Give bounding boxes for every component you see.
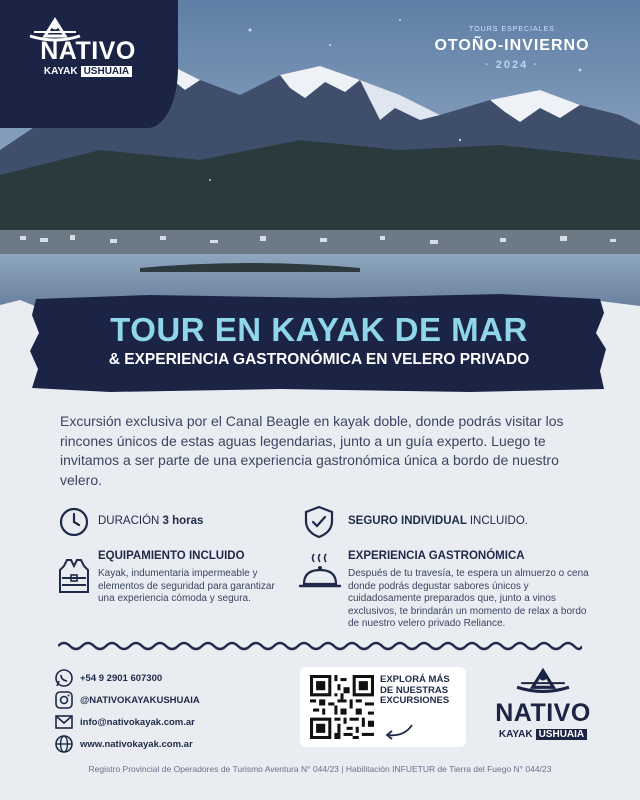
title-main: TOUR EN KAYAK DE MAR — [110, 311, 528, 348]
feature-equipment — [58, 548, 288, 628]
contact-web[interactable] — [54, 733, 274, 755]
globe-icon — [54, 734, 74, 754]
contact-list — [54, 668, 274, 755]
season-label — [412, 26, 612, 71]
title-sub: & EXPERIENCIA GASTRONÓMICA EN VELERO PRIVADO — [108, 351, 530, 368]
feature-insurance — [303, 505, 563, 539]
contact-text: info@nativokayak.com.ar — [80, 716, 195, 728]
insurance-suffix: INCLUIDO. — [469, 515, 528, 527]
whatsapp-icon — [54, 668, 74, 688]
duration-text — [98, 515, 203, 527]
contact-text: +54 9 2901 607300 — [80, 672, 163, 684]
contact-whatsapp[interactable] — [54, 667, 274, 689]
kayaker-icon — [28, 14, 82, 44]
shield-check-icon — [303, 505, 335, 539]
season-title: OTOÑO-INVIERNO — [434, 37, 590, 54]
contact-email[interactable] — [54, 711, 274, 733]
insurance-text — [348, 515, 528, 527]
footer-brand-sub-left: KAYAK — [498, 729, 533, 740]
qr-code[interactable] — [310, 675, 374, 739]
arrow-left-icon — [384, 723, 414, 741]
legal-note: Registro Provincial de Operadores de Turismo Aventura N° 044/23 | Habilitación INFUETUR de Tierra del Fuego N° 044/23 — [88, 764, 552, 774]
mail-icon — [54, 712, 74, 732]
title-banner — [30, 293, 608, 393]
wave-divider — [58, 640, 582, 652]
footer-brand-sub — [488, 729, 598, 740]
brand-sub-right: USHUAIA — [81, 66, 133, 77]
footer-brand-name: NATIVO — [495, 699, 591, 727]
season-year: · 2024 · — [485, 59, 539, 71]
kayaker-icon — [515, 663, 571, 697]
instagram-icon — [54, 690, 74, 710]
season-small: TOURS ESPECIALES — [469, 26, 555, 33]
brand-sub-left: KAYAK — [43, 66, 78, 77]
insurance-label: SEGURO INDIVIDUAL — [348, 515, 467, 527]
clock-icon — [58, 506, 90, 538]
intro-text: Excursión exclusiva por el Canal Beagle en kayak doble, donde podrás visitar los rincones únicos de estas aguas legendarias, junto a un guía experto. Luego te invitamos a ser parte de una experiencia gastronómica única a bordo de nuestro velero. — [60, 413, 564, 488]
feature-gastronomy — [298, 548, 598, 630]
brand-sub — [28, 66, 148, 77]
cloche-icon — [298, 552, 342, 592]
duration-label: DURACIÓN — [98, 515, 160, 527]
footer-logo — [488, 663, 598, 740]
feature-duration — [58, 506, 278, 540]
gastronomy-desc: Después de tu travesía, te espera un almuerzo o cena donde podrás degustar sabores únicos y cuidadosamente preparados que, junto a vinos exclusivos, te brindarán un momento de relax a bordo de nuestro velero privado Reliance. — [348, 568, 589, 629]
contact-text: www.nativokayak.com.ar — [80, 738, 193, 750]
brand-name: NATIVO — [40, 37, 136, 65]
contact-instagram[interactable] — [54, 689, 274, 711]
brand-logo — [28, 14, 148, 77]
logo-badge — [0, 0, 178, 128]
qr-card[interactable] — [300, 667, 466, 747]
qr-caption: EXPLORÁ MÁS DE NUESTRAS EXCURSIONES — [380, 674, 450, 706]
gastronomy-title: EXPERIENCIA GASTRONÓMICA — [348, 550, 525, 562]
footer-brand-sub-right: USHUAIA — [536, 729, 588, 740]
duration-value: 3 horas — [162, 515, 204, 527]
equipment-desc: Kayak, indumentaria impermeable y elementos de seguridad para garantizar una experiencia cómoda y segura. — [98, 568, 275, 604]
life-vest-icon — [58, 558, 90, 594]
equipment-title: EQUIPAMIENTO INCLUIDO — [98, 550, 245, 562]
contact-text: @NATIVOKAYAKUSHUAIA — [80, 694, 200, 706]
